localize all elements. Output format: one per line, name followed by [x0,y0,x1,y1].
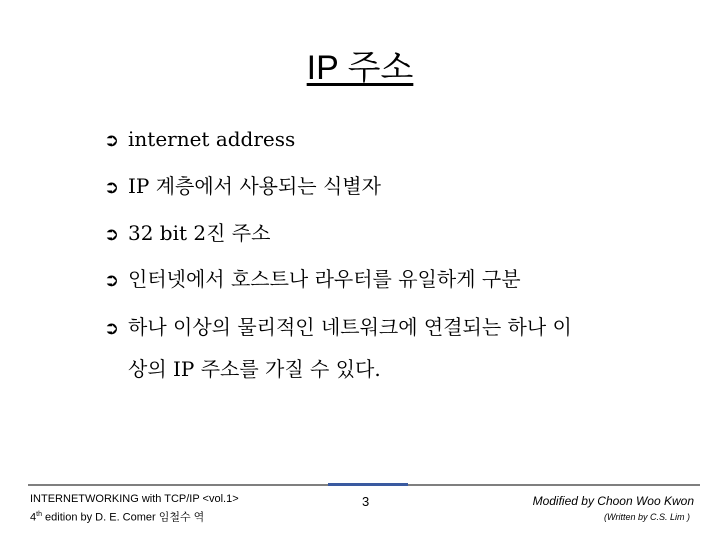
footer-left [30,492,239,526]
footer-written-by: (Written by C.S. Lim ) [603,512,690,522]
bullet-item: ➲ 32 bit 2진 주소 [104,218,270,250]
footer-divider [28,484,700,486]
footer-modified-by: Modified by Choon Woo Kwon [532,494,694,508]
page-number: 3 [362,494,370,509]
bullet-item: ➲ IP 계층에서 사용되는 식별자 [104,171,381,203]
arrow-right-circle-icon: ➲ [104,318,120,339]
slide-title: IP 주소 [306,49,414,87]
footer-edition: 4th edition by D. E. Comer 임철수 역 [30,511,205,524]
arrow-right-circle-icon: ➲ [104,224,120,245]
bullet-item: ➲ 인터넷에서 호스트나 라우터를 유일하게 구분 [104,264,521,296]
bullet-continuation: 상의 IP 주소를 가질 수 있다. [128,357,381,381]
arrow-right-circle-icon: ➲ [104,270,120,291]
bullet-item: ➲ internet address [104,124,295,156]
footer-divider-accent [328,483,408,486]
arrow-right-circle-icon: ➲ [104,177,120,198]
bullet-item: ➲ 하나 이상의 물리적인 네트워크에 연결되는 하나 이 [104,312,572,344]
footer-book-title: INTERNETWORKING with TCP/IP <vol.1> [30,493,239,505]
arrow-right-circle-icon: ➲ [104,130,120,151]
